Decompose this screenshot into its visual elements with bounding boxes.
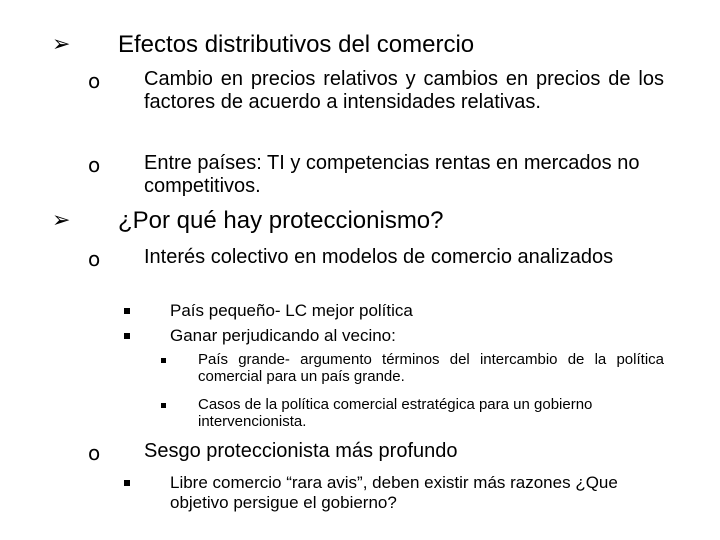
subsubitem-pais-grande: País grande- argumento términos del intercambio de la política comercial para un país grande. — [198, 351, 664, 385]
item-interes-colectivo: Interés colectivo en modelos de comercio analizados — [144, 246, 614, 268]
square-bullet-icon — [124, 480, 130, 486]
square-bullet-icon — [124, 333, 130, 339]
arrow-bullet-icon: ➢ — [52, 32, 71, 57]
item-entre-paises: Entre países: TI y competencias rentas en mercados no competitivos. — [144, 152, 640, 197]
item-cambio-precios: Cambio en precios relativos y cambios en precios de los factores de acuerdo a intensidades relativas. — [144, 68, 664, 113]
square-bullet-icon — [161, 403, 166, 408]
subsubitem-casos-politica: Casos de la política comercial estratégica para un gobierno intervencionista. — [198, 396, 593, 430]
circle-bullet-icon: o — [88, 69, 101, 93]
section-heading-efectos: Efectos distributivos del comercio — [118, 31, 475, 58]
arrow-bullet-icon: ➢ — [52, 208, 71, 233]
square-bullet-icon — [161, 358, 166, 363]
subitem-libre-comercio: Libre comercio “rara avis”, deben existir más razones ¿Que objetivo persigue el gobierno? — [170, 473, 618, 512]
square-bullet-icon — [124, 308, 130, 314]
subitem-ganar-perjudicando: Ganar perjudicando al vecino: — [170, 326, 396, 345]
item-sesgo-proteccionista: Sesgo proteccionista más profundo — [144, 440, 458, 462]
circle-bullet-icon: o — [88, 247, 101, 271]
subitem-pais-pequeno: País pequeño- LC mejor política — [170, 301, 413, 320]
section-heading-proteccionismo: ¿Por qué hay proteccionismo? — [118, 207, 444, 234]
circle-bullet-icon: o — [88, 153, 101, 177]
circle-bullet-icon: o — [88, 441, 101, 465]
